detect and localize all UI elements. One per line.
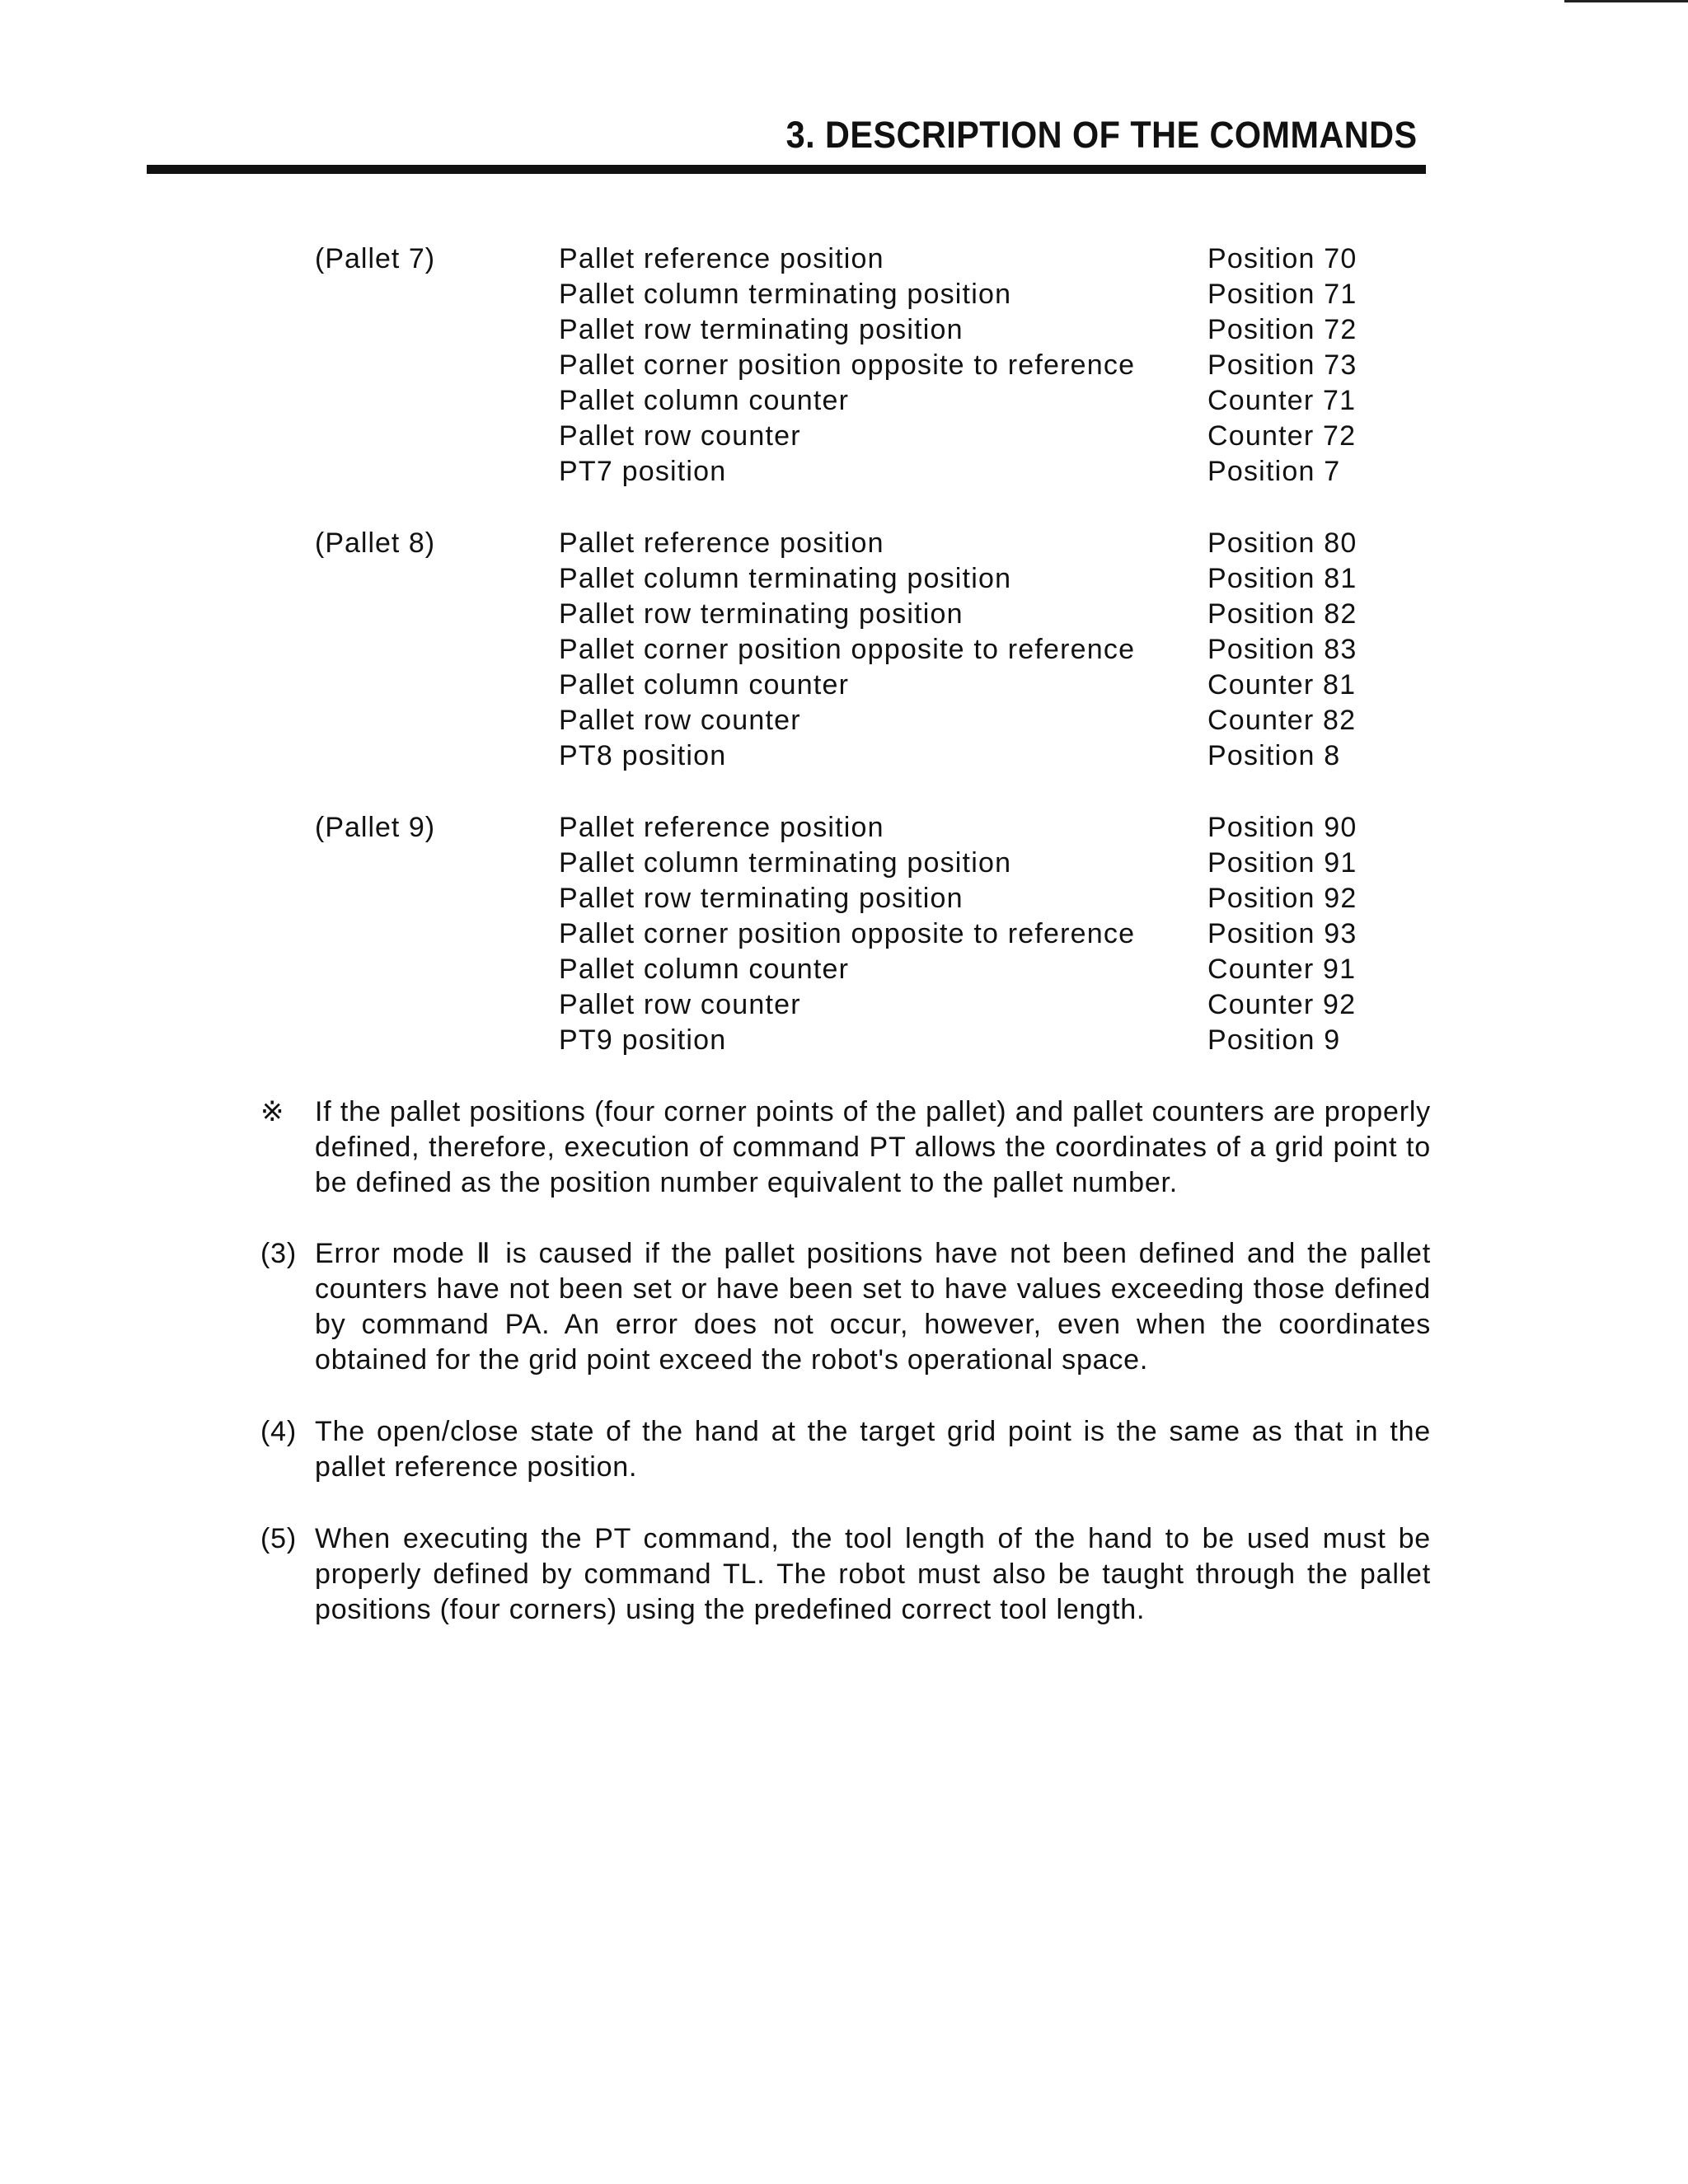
row-value: Counter 92 [1207, 989, 1357, 1020]
note-marker: (5) [260, 1523, 297, 1554]
pallet-row [0, 812, 1688, 847]
row-description: Pallet column terminating position [559, 847, 1012, 879]
row-description: Pallet column terminating position [559, 563, 1012, 594]
pallet-label: (Pallet 9) [315, 812, 436, 843]
pallet-row [0, 314, 1688, 349]
note-text: If the pallet positions (four corner points of the pallet) and pallet counters are properly defined, therefore, execution of command PT allows the coordinates of a grid point to be defined as the position number equivalent to the pallet number. [315, 1096, 1431, 1198]
row-description: Pallet row counter [559, 989, 801, 1020]
row-value: Position 80 [1207, 527, 1357, 559]
row-value: Position 8 [1207, 740, 1341, 771]
pallet-label: (Pallet 8) [315, 527, 436, 559]
row-description: Pallet reference position [559, 812, 884, 843]
row-description: Pallet column terminating position [559, 279, 1012, 310]
row-description: Pallet corner position opposite to reference [559, 918, 1136, 949]
section-title: 3. DESCRIPTION OF THE COMMANDS [786, 114, 1418, 156]
row-description: Pallet reference position [559, 243, 884, 274]
row-value: Position 73 [1207, 349, 1357, 381]
row-value: Position 70 [1207, 243, 1357, 274]
corner-scan-line [1564, 0, 1688, 2]
row-description: PT8 position [559, 740, 727, 771]
row-value: Position 71 [1207, 279, 1357, 310]
row-value: Position 7 [1207, 456, 1341, 487]
row-description: Pallet row counter [559, 420, 801, 452]
row-value: Counter 82 [1207, 705, 1357, 736]
pallet-row [0, 563, 1688, 598]
pallet-label: (Pallet 7) [315, 243, 436, 274]
row-value: Counter 81 [1207, 669, 1357, 701]
note-text: The open/close state of the hand at the target grid point is the same as that in the pallet reference position. [315, 1416, 1431, 1483]
row-description: PT9 position [559, 1024, 727, 1056]
note-text: Error mode Ⅱ is caused if the pallet positions have not been defined and the pallet counters have not been set or have been set to have values exceeding those defined by command PA. An error does not occur, however, even when the coordinates obtained for the grid point exceed the robot's operational space. [315, 1238, 1431, 1376]
row-value: Position 82 [1207, 598, 1357, 630]
pallet-row [0, 385, 1688, 420]
pallet-row [0, 598, 1688, 634]
pallet-row [0, 527, 1688, 563]
pallet-row [0, 420, 1688, 456]
pallet-row [0, 740, 1688, 776]
pallet-row [0, 918, 1688, 954]
pallet-row [0, 954, 1688, 989]
pallet-row [0, 349, 1688, 385]
row-value: Position 90 [1207, 812, 1357, 843]
row-value: Position 91 [1207, 847, 1357, 879]
row-description: Pallet column counter [559, 385, 850, 416]
pallet-row [0, 634, 1688, 669]
row-value: Counter 72 [1207, 420, 1357, 452]
pallet-row [0, 456, 1688, 491]
pallet-row [0, 279, 1688, 314]
note-text: When executing the PT command, the tool length of the hand to be used must be properly defined by command TL. The robot must also be taught through the pallet positions (four corners) using the predefined correct tool length. [315, 1523, 1431, 1625]
row-value: Position 9 [1207, 1024, 1341, 1056]
row-value: Counter 71 [1207, 385, 1357, 416]
pallet-row [0, 989, 1688, 1024]
row-description: Pallet corner position opposite to reference [559, 634, 1136, 665]
row-description: Pallet row counter [559, 705, 801, 736]
row-description: Pallet row terminating position [559, 598, 964, 630]
row-description: PT7 position [559, 456, 727, 487]
pallet-row [0, 243, 1688, 279]
pallet-row [0, 1024, 1688, 1060]
row-value: Counter 91 [1207, 954, 1357, 985]
pallet-row [0, 883, 1688, 918]
header-rule [147, 165, 1426, 174]
note-reference-mark [260, 1094, 1431, 1201]
pallet-row [0, 705, 1688, 740]
row-value: Position 83 [1207, 634, 1357, 665]
row-description: Pallet row terminating position [559, 883, 964, 914]
note-marker: (4) [260, 1416, 297, 1447]
row-value: Position 92 [1207, 883, 1357, 914]
note-5 [260, 1521, 1431, 1628]
row-description: Pallet row terminating position [559, 314, 964, 345]
row-description: Pallet column counter [559, 954, 850, 985]
pallet-row [0, 847, 1688, 883]
note-marker: (3) [260, 1238, 297, 1269]
row-description: Pallet reference position [559, 527, 884, 559]
note-marker: ※ [260, 1096, 285, 1127]
note-3 [260, 1236, 1431, 1378]
row-value: Position 81 [1207, 563, 1357, 594]
note-4 [260, 1414, 1431, 1485]
row-description: Pallet column counter [559, 669, 850, 701]
row-description: Pallet corner position opposite to reference [559, 349, 1136, 381]
row-value: Position 93 [1207, 918, 1357, 949]
pallet-row [0, 669, 1688, 705]
row-value: Position 72 [1207, 314, 1357, 345]
